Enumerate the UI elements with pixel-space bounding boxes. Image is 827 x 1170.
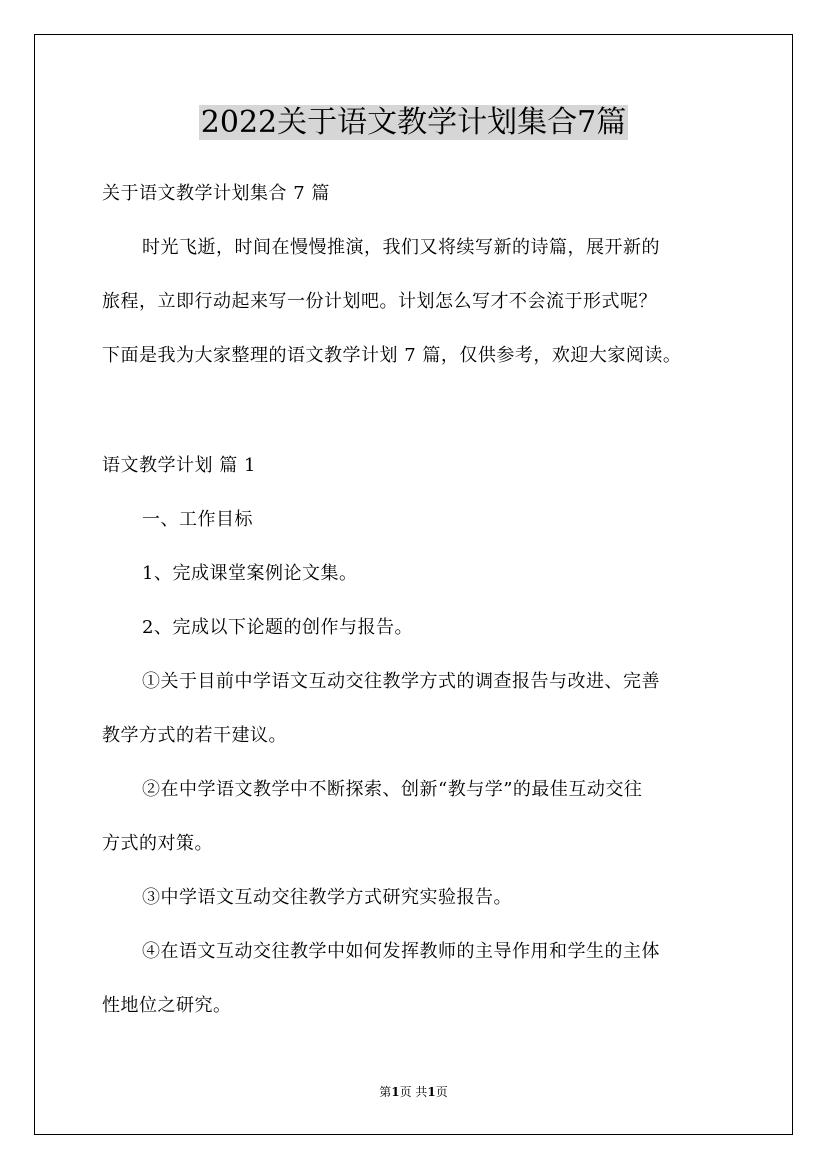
document-title bbox=[0, 100, 827, 146]
paragraph-item-1: 1、完成课堂案例论文集。 bbox=[142, 563, 358, 584]
intro-line-2: 旅程，立即行动起来写一份计划吧。计划怎么写才不会流于形式呢？ bbox=[102, 291, 657, 312]
paragraph-topic-4-line-1: ④在语文互动交往教学中如何发挥教师的主导作用和学生的主体 bbox=[142, 941, 660, 962]
footer-page-number: 1 bbox=[391, 1085, 400, 1099]
section-heading: 语文教学计划 篇 1 bbox=[102, 455, 256, 476]
page-footer bbox=[0, 1084, 827, 1100]
paragraph-topic-3: ③中学语文互动交往教学方式研究实验报告。 bbox=[142, 887, 512, 908]
paragraph-work-goal: 一、工作目标 bbox=[142, 509, 253, 530]
footer-prefix: 第 bbox=[379, 1085, 392, 1099]
paragraph-topic-1-line-2: 教学方式的若干建议。 bbox=[102, 725, 287, 746]
paragraph-topic-2-line-1: ②在中学语文教学中不断探索、创新“教与学”的最佳互动交往 bbox=[142, 779, 643, 800]
intro-line-1: 时光飞逝，时间在慢慢推演，我们又将续写新的诗篇，展开新的 bbox=[142, 237, 660, 258]
intro-line-3: 下面是我为大家整理的语文教学计划 7 篇，仅供参考，欢迎大家阅读。 bbox=[102, 345, 682, 366]
document-subtitle: 关于语文教学计划集合 7 篇 bbox=[102, 183, 330, 204]
footer-suffix: 页 bbox=[435, 1085, 448, 1099]
paragraph-topic-1-line-1: ①关于目前中学语文互动交往教学方式的调查报告与改进、完善 bbox=[142, 671, 660, 692]
document-title-text: 2022关于语文教学计划集合7篇 bbox=[200, 105, 627, 140]
paragraph-item-2: 2、完成以下论题的创作与报告。 bbox=[142, 617, 413, 638]
footer-mid: 页 共 bbox=[399, 1085, 428, 1099]
paragraph-topic-4-line-2: 性地位之研究。 bbox=[102, 995, 232, 1016]
paragraph-topic-2-line-2: 方式的对策。 bbox=[102, 833, 213, 854]
footer-total-pages: 1 bbox=[427, 1085, 436, 1099]
